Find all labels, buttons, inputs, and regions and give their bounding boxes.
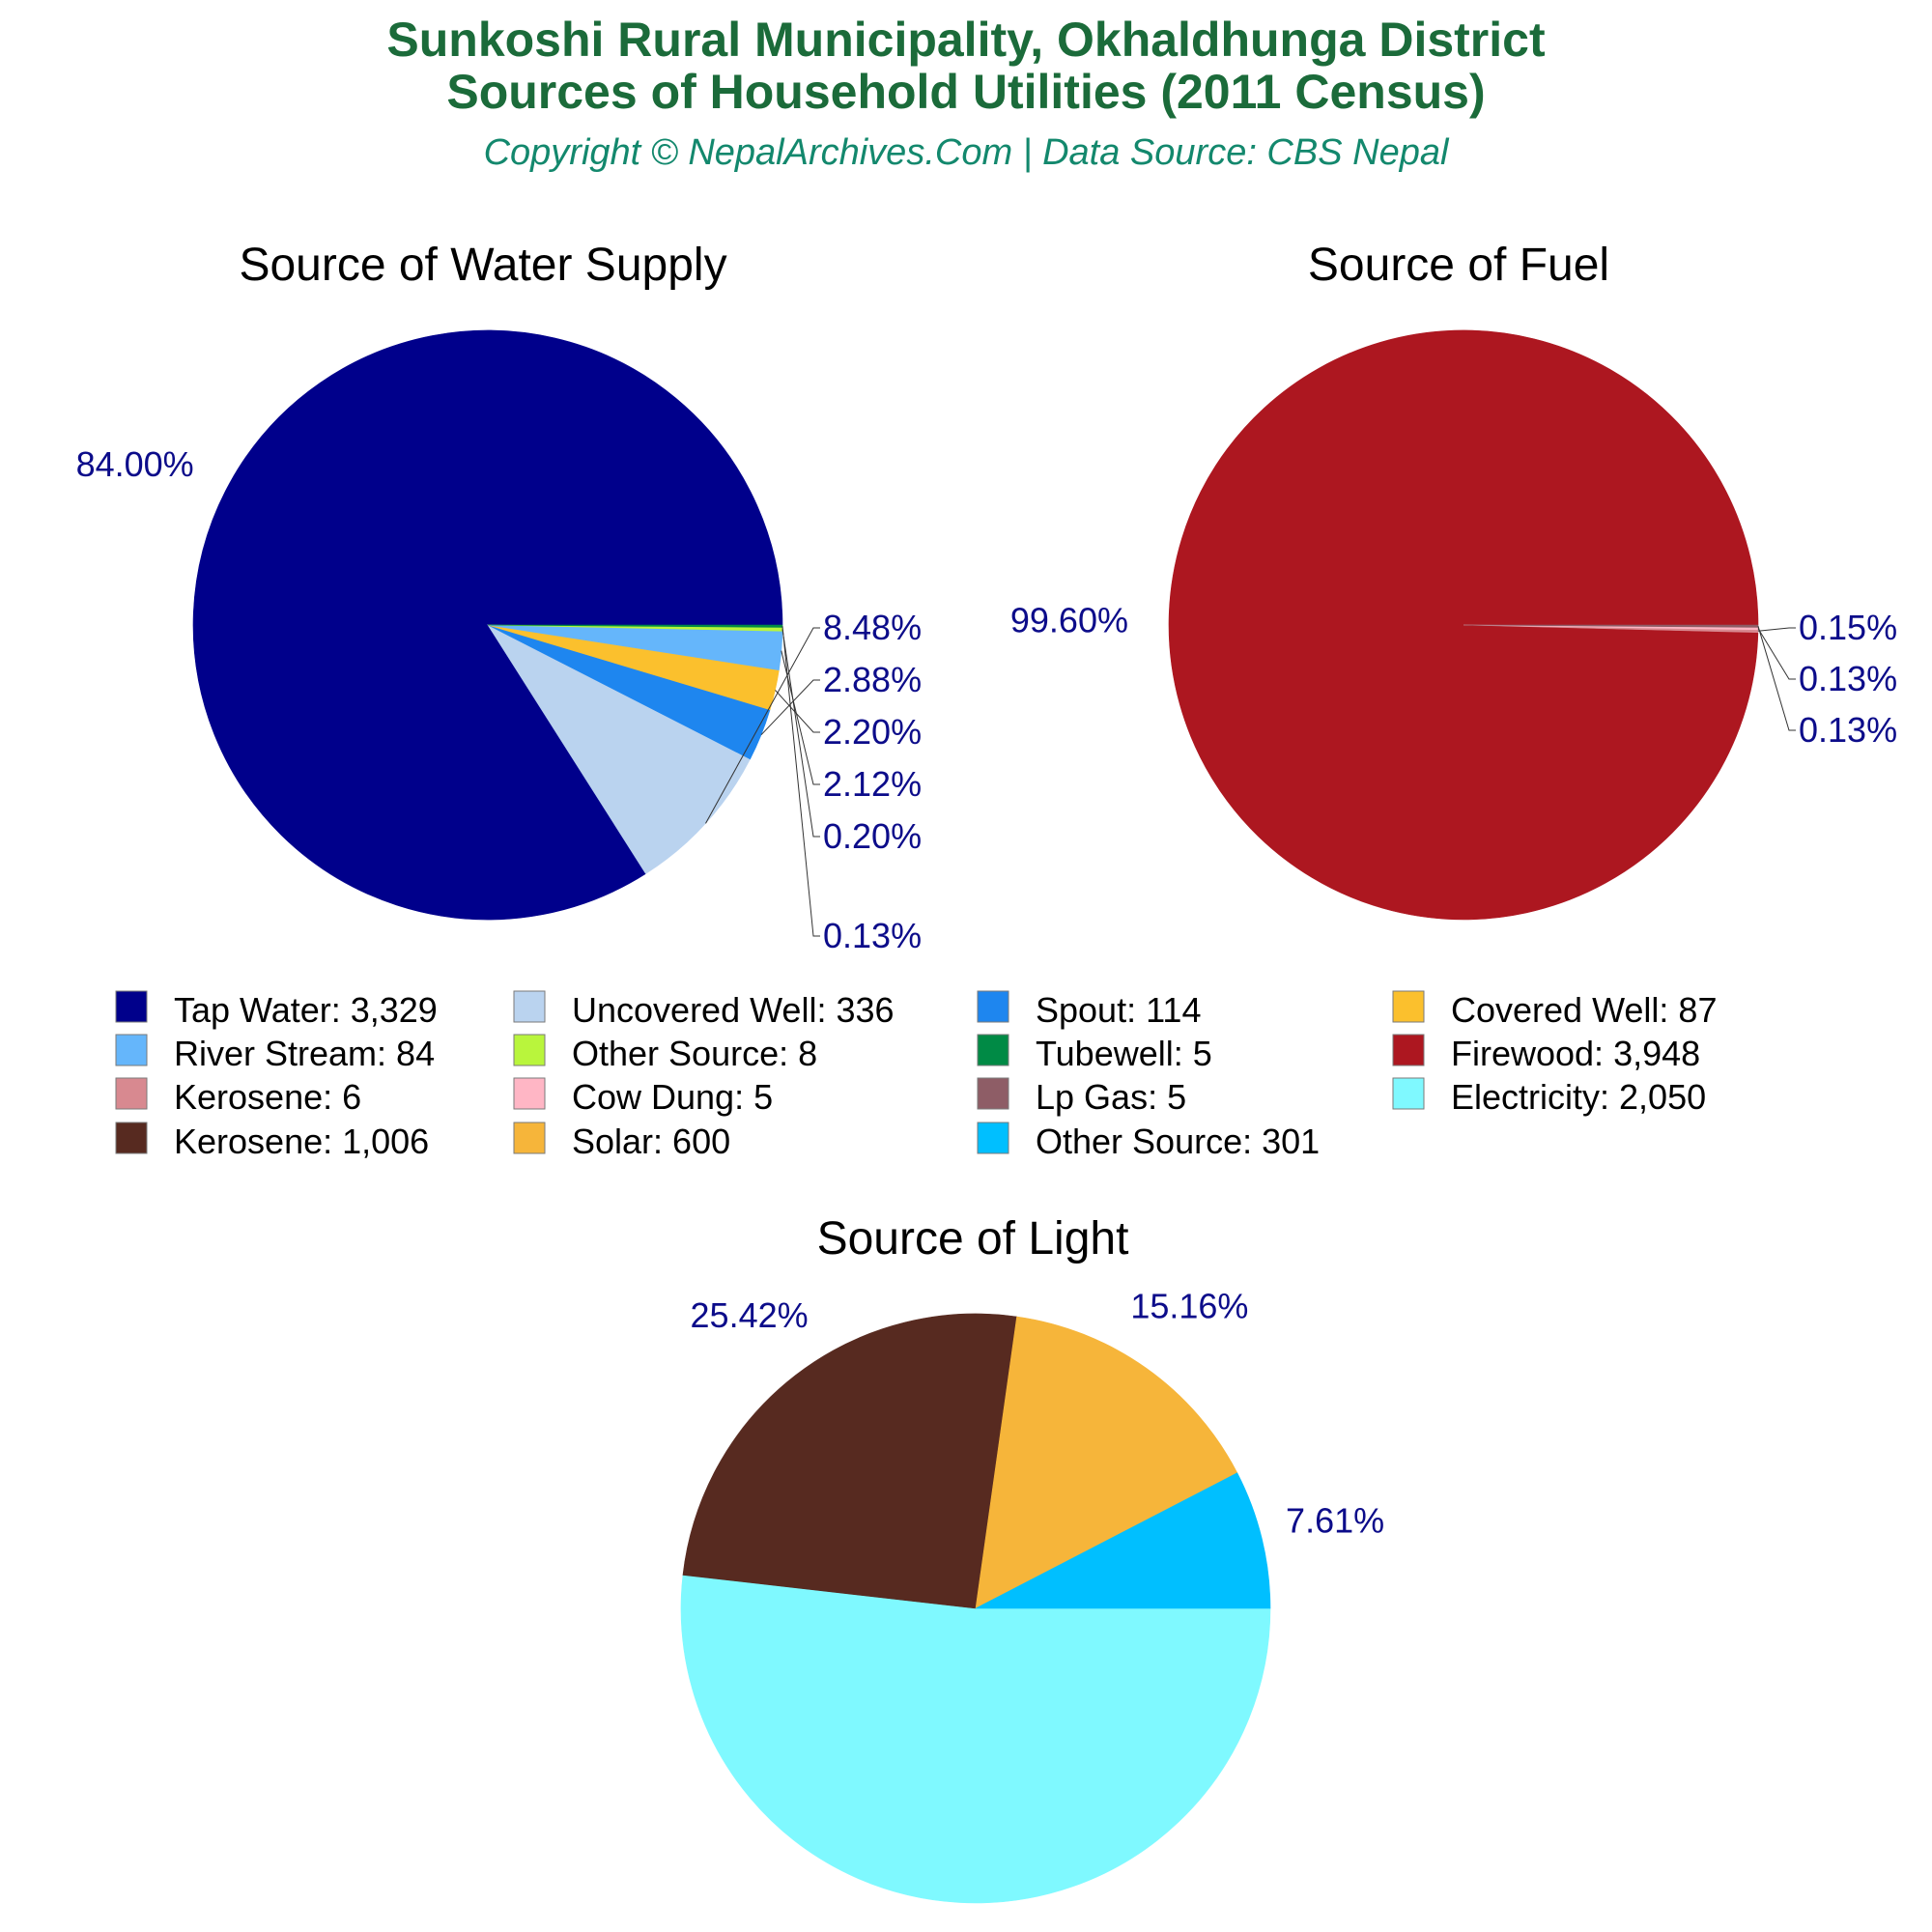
light-slice-electricity xyxy=(681,1575,1270,1903)
water-percent-label-tap-water: 84.00% xyxy=(75,443,194,484)
legend-label-kerosene-6: Kerosene: 6 xyxy=(174,1077,362,1117)
water-percent-label-uncovered-well: 8.48% xyxy=(823,608,923,647)
water-leader-line-tubewell xyxy=(782,626,820,936)
fuel-percent-label-lp-gas: 0.13% xyxy=(1799,710,1898,750)
legend-label-other-source-8: Other Source: 8 xyxy=(572,1034,818,1073)
legend-label-other-source-301: Other Source: 301 xyxy=(1036,1122,1321,1161)
water-percent-label-tubewell: 0.13% xyxy=(823,916,923,955)
fuel-percent-label-kerosene: 0.15% xyxy=(1799,608,1898,647)
light-pie xyxy=(681,1287,1384,1932)
light-slice-kerosene xyxy=(683,1314,1017,1608)
legend-swatch-kerosene-6 xyxy=(116,1078,147,1109)
legend-swatch-other-source-8 xyxy=(514,1035,545,1065)
fuel-leader-line-cow-dung xyxy=(1758,629,1796,679)
legend-label-lp-gas-5: Lp Gas: 5 xyxy=(1036,1077,1187,1117)
legend-swatch-tubewell-5 xyxy=(978,1035,1009,1065)
legend-label-firewood-3-948: Firewood: 3,948 xyxy=(1451,1034,1701,1073)
legend-swatch-uncovered-well-336 xyxy=(514,991,545,1022)
chart-title-line2: Sources of Household Utilities (2011 Census) xyxy=(446,65,1486,119)
water-percent-label-covered-well: 2.20% xyxy=(823,712,923,752)
legend-swatch-spout-114 xyxy=(978,991,1009,1022)
legend xyxy=(116,990,1717,1161)
fuel-pie xyxy=(1010,330,1897,920)
fuel-pie-title: Source of Fuel xyxy=(1307,240,1610,291)
water-percent-label-spout: 2.88% xyxy=(823,660,923,699)
water-pie-title: Source of Water Supply xyxy=(239,240,727,291)
light-pie-title: Source of Light xyxy=(816,1213,1129,1264)
legend-label-uncovered-well-336: Uncovered Well: 336 xyxy=(572,990,895,1030)
light-percent-label-other-source: 7.61% xyxy=(1286,1500,1385,1541)
fuel-leader-line-lp-gas xyxy=(1758,626,1796,730)
legend-swatch-covered-well-87 xyxy=(1393,991,1424,1022)
legend-label-tap-water-3-329: Tap Water: 3,329 xyxy=(174,990,438,1030)
legend-swatch-lp-gas-5 xyxy=(978,1078,1009,1109)
legend-swatch-cow-dung-5 xyxy=(514,1078,545,1109)
legend-swatch-kerosene-1-006 xyxy=(116,1122,147,1153)
legend-label-tubewell-5: Tubewell: 5 xyxy=(1036,1034,1212,1073)
legend-swatch-other-source-301 xyxy=(978,1122,1009,1153)
water-percent-label-other-source: 0.20% xyxy=(823,816,923,856)
light-percent-label-kerosene: 25.42% xyxy=(690,1295,809,1336)
chart-subtitle: Copyright © NepalArchives.Com | Data Source: CBS Nepal xyxy=(483,132,1449,173)
fuel-leader-line-kerosene xyxy=(1758,628,1796,631)
chart-title-line1: Sunkoshi Rural Municipality, Okhaldhunga District xyxy=(386,13,1546,67)
legend-label-electricity-2-050: Electricity: 2,050 xyxy=(1451,1077,1707,1117)
light-percent-label-solar: 15.16% xyxy=(1130,1286,1249,1326)
legend-label-river-stream-84: River Stream: 84 xyxy=(174,1034,436,1073)
legend-label-solar-600: Solar: 600 xyxy=(572,1122,731,1161)
legend-swatch-river-stream-84 xyxy=(116,1035,147,1065)
legend-swatch-tap-water-3-329 xyxy=(116,991,147,1022)
fuel-percent-label-firewood: 99.60% xyxy=(1009,600,1128,640)
legend-swatch-electricity-2-050 xyxy=(1393,1078,1424,1109)
fuel-percent-label-cow-dung: 0.13% xyxy=(1799,659,1898,698)
legend-label-covered-well-87: Covered Well: 87 xyxy=(1451,990,1718,1030)
legend-swatch-firewood-3-948 xyxy=(1393,1035,1424,1065)
legend-label-kerosene-1-006: Kerosene: 1,006 xyxy=(174,1122,430,1161)
legend-label-spout-114: Spout: 114 xyxy=(1036,990,1202,1030)
legend-label-cow-dung-5: Cow Dung: 5 xyxy=(572,1077,774,1117)
legend-swatch-solar-600 xyxy=(514,1122,545,1153)
water-percent-label-river-stream: 2.12% xyxy=(823,764,923,804)
water-pie xyxy=(76,330,922,955)
